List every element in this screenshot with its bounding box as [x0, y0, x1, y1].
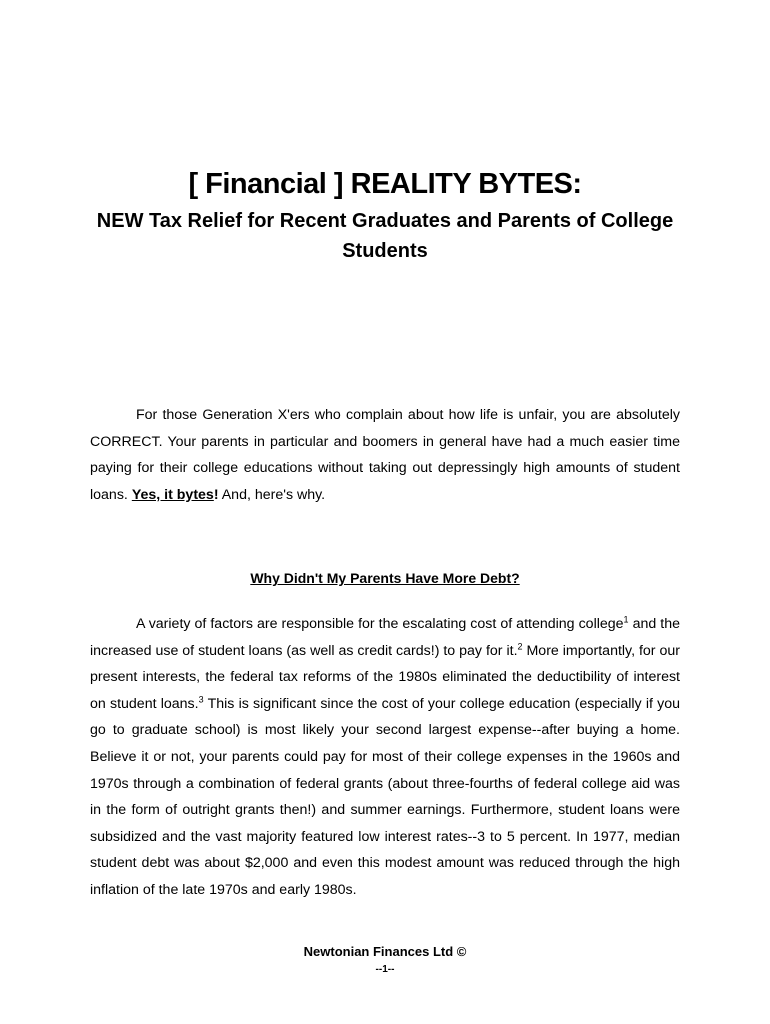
- intro-text-after: And, here's why.: [218, 486, 326, 503]
- body-part-2: and the increased use of student loans (as well as credit cards!) to pay for it.: [90, 616, 680, 659]
- document-subtitle: NEW Tax Relief for Recent Graduates and Parents of College Students: [96, 210, 674, 262]
- body-part-4: This is significant since the cost of your college education (especially if you go to graduate school) is most likely your second largest expense--after buying a home. Believe it or not, your parents could pay for most of their college expenses in the 1960s and 1970s through a combination of federal grants (about three-fourths of federal college aid was in the form of outright grants then!) and summer earnings. Furthermore, student loans were subsidized and the vast majority featured low interest rates--3 to 5 percent. In 1977, median student debt was about $2,000 and even this modest amount was reduced through the high inflation of the late 1970s and early 1980s.: [90, 695, 681, 898]
- footnote-ref-1[interactable]: 1: [623, 614, 629, 625]
- footer-page-number: --1--: [375, 964, 395, 975]
- body-part-1: A variety of factors are responsible for the escalating cost of attending college: [136, 616, 624, 632]
- footnote-ref-3[interactable]: 3: [198, 694, 204, 705]
- intro-emphasis-punct: !: [213, 486, 219, 503]
- intro-text-before: For those Generation X'ers who complain about how life is unfair, you are absolutely CORRECT. Your parents in particular and boomers in general have had a much easier time paying for their college educations without taking out depressingly high amounts of student loans.: [90, 407, 680, 503]
- section-body-paragraph: [90, 611, 680, 904]
- footer-company: Newtonian Finances Ltd ©: [303, 944, 467, 959]
- body-part-3: More importantly, for our present interests, the federal tax reforms of the 1980s eliminated the deductibility of interest on student loans.: [90, 642, 680, 712]
- section-heading: Why Didn't My Parents Have More Debt?: [250, 570, 520, 586]
- intro-emphasis: [132, 487, 219, 503]
- footnote-ref-2[interactable]: 2: [517, 640, 523, 651]
- intro-emphasis-underlined: Yes, it bytes: [131, 486, 214, 503]
- document-title: [ Financial ] REALITY BYTES:: [188, 168, 582, 200]
- intro-paragraph: [90, 402, 680, 508]
